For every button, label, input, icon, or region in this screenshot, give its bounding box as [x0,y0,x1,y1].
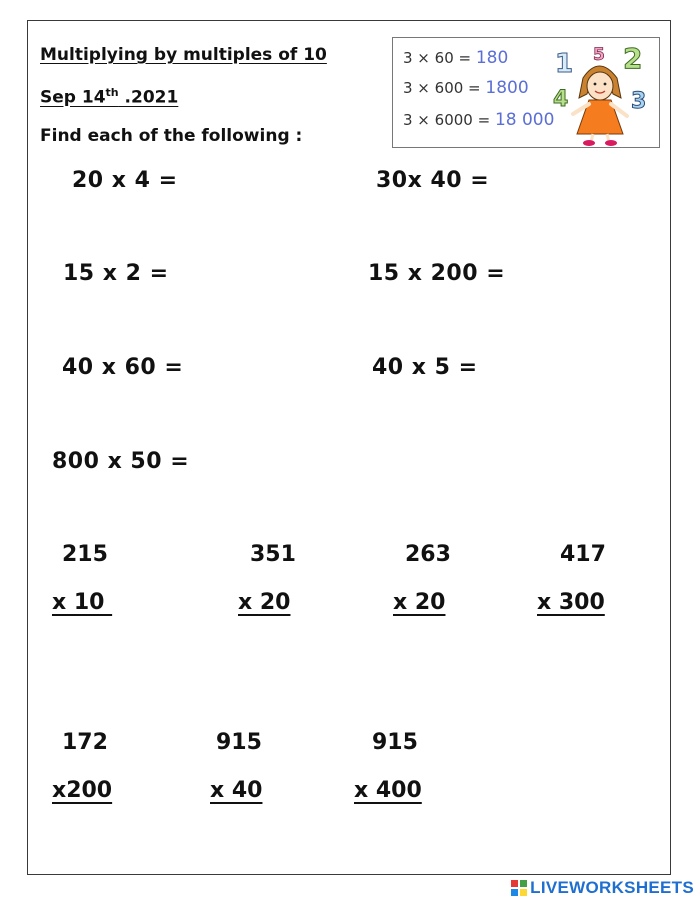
liveworksheets-wordmark: LIVEWORKSHEETS [530,878,694,897]
vertical-problem-top: 263 [405,542,451,567]
vertical-problem-bottom: x 20 [393,590,446,615]
example-expr: 3 × 60 = [403,49,472,67]
worksheet-date [40,86,178,108]
worksheet-frame [27,20,671,875]
date-year: .2021 [118,87,179,108]
vertical-problem-top: 915 [216,730,262,755]
problem: 40 x 5 = [372,355,478,380]
vertical-problem-bottom: x 10 [52,590,113,615]
example-line [403,110,554,130]
date-day: Sep 14 [40,87,106,108]
girl-with-numbers-illustration [543,38,659,147]
problem: 30x 40 = [376,168,490,193]
example-answer: 18 000 [494,110,555,130]
digit-one: 1 [555,49,574,79]
example-expr: 3 × 6000 = [403,111,491,129]
example-line [403,78,529,98]
digit-four: 4 [553,87,569,112]
vertical-problem-top: 351 [250,542,296,567]
example-answer: 1800 [485,78,529,98]
problem: 15 x 2 = [63,261,169,286]
vertical-problem-bottom: x 400 [354,778,422,803]
worksheet-title: Multiplying by multiples of 10 [40,45,327,65]
liveworksheets-icon [511,880,527,896]
problem: 15 x 200 = [368,261,506,286]
vertical-problem-top: 215 [62,542,108,567]
liveworksheets-logo [511,878,694,898]
example-answer: 180 [475,48,509,68]
vertical-problem-bottom: x 300 [537,590,605,615]
date-ordinal: th [105,86,119,99]
vertical-problem-bottom: x 40 [210,778,263,803]
problem: 40 x 60 = [62,355,184,380]
problem: 800 x 50 = [52,449,190,474]
problem: 20 x 4 = [72,168,178,193]
digit-two: 2 [623,42,643,75]
example-box [392,37,660,148]
vertical-problem-top: 172 [62,730,108,755]
vertical-problem-top: 915 [372,730,418,755]
example-line [403,48,508,68]
vertical-problem-top: 417 [560,542,606,567]
vertical-problem-bottom: x200 [52,778,113,803]
instructions: Find each of the following : [40,126,303,146]
digit-five: 5 [593,45,605,65]
digit-three: 3 [631,89,647,114]
example-expr: 3 × 600 = [403,79,481,97]
vertical-problem-bottom: x 20 [238,590,291,615]
